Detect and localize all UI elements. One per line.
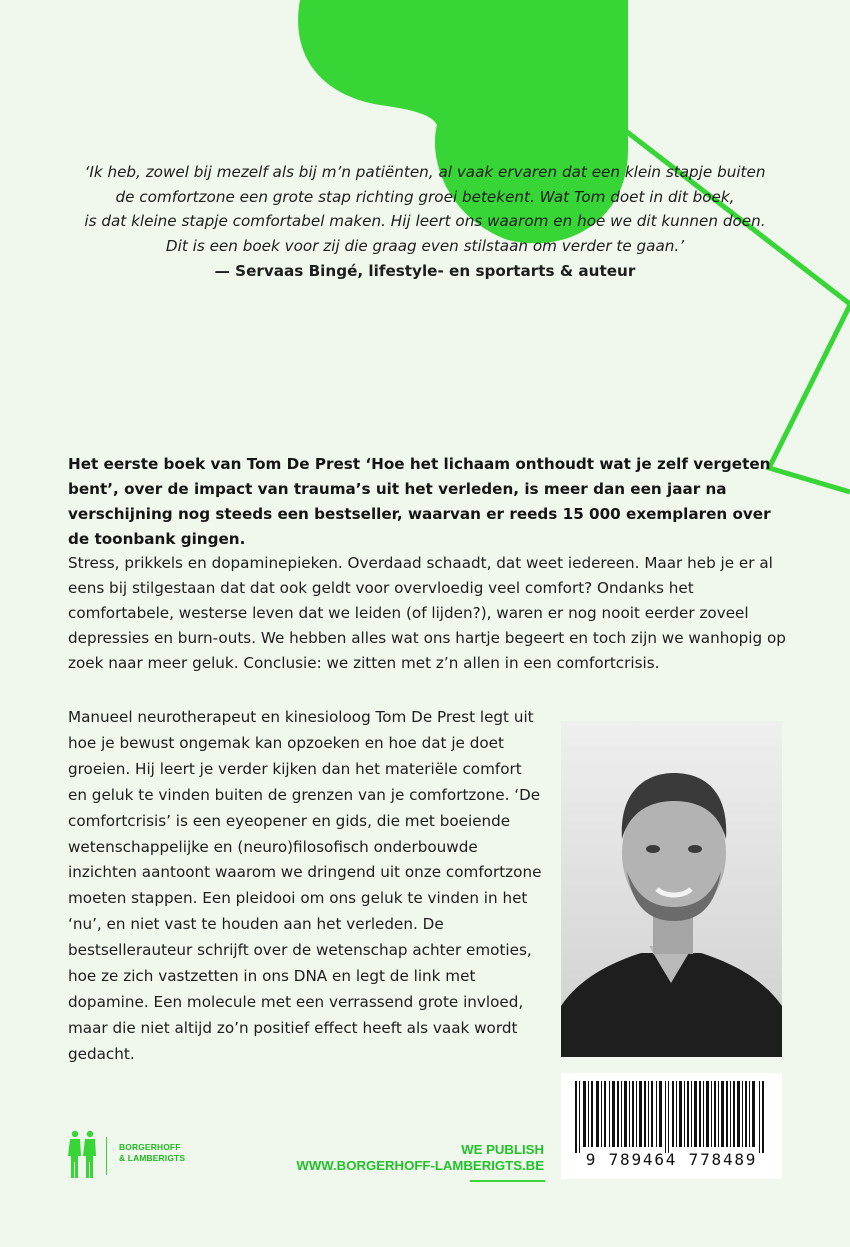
publisher-tagline: WE PUBLISH bbox=[461, 1142, 544, 1157]
body-paragraph: Stress, prikkels en dopaminepieken. Overdaad schaadt, dat weet iedereen. Maar heb je er al eens bij stilgestaan dat dat ook geldt voor overvloedig veel comfort? Ondanks het comfortabele, westerse leven dat we leiden (of lijden?), waren er nog nooit eerder zoveel depressies en burn-outs. We hebben alles wat ons hartje begeert en toch zijn we wanhopig op zoek naar meer geluk. Conclusie: we zitten met z’n allen in een comfortcrisis. bbox=[68, 554, 786, 672]
quote-attribution: — Servaas Bingé, lifestyle- en sportarts & auteur bbox=[214, 262, 636, 280]
quote-line: Dit is een boek voor zij die graag even stilstaan om verder te gaan.’ bbox=[165, 236, 685, 255]
author-paragraph: Manueel neurotherapeut en kinesioloog Tom De Prest legt uit hoe je bewust ongemak kan opzoeken en hoe dat je doet groeien. Hij leert je verder kijken dan het materiële comfort en geluk te vinden buiten de grenzen van je comfortzone. ‘De comfortcrisis’ is een eyeopener en gids, die met boeiende wetenschappelijke en (neuro)filosofisch onderbouwde inzichten aantoont waarom we dringend uit onze comfortzone moeten stappen. Een pleidooi om ons geluk te vinden in het ‘nu’, en niet vast te houden aan het verleden. De bestsellerauteur schrijft over de wetenschap achter emoties, hoe ze zich vastzetten in ons DNA en legt de link met dopamine. Een molecule met een verrassend grote invloed, maar die niet altijd zo’n positief effect heeft als vaak wordt gedacht. bbox=[68, 708, 542, 1063]
intro-paragraph: Het eerste boek van Tom De Prest ‘Hoe het lichaam onthoudt wat je zelf vergeten bent’, over de impact van trauma’s uit het verleden, is meer dan een jaar na verschijning nog steeds een bestseller, waarvan er reeds 15 000 exemplaren over de toonbank gingen. bbox=[68, 455, 771, 548]
quote-line: de comfortzone een grote stap richting groei betekent. Wat Tom doet in dit boek, bbox=[115, 187, 735, 206]
logo-divider bbox=[106, 1137, 107, 1175]
author-portrait-illustration bbox=[561, 721, 782, 1057]
endorsement-quote bbox=[60, 160, 790, 284]
quote-line: ‘Ik heb, zowel bij mezelf als bij m’n patiënten, al vaak ervaren dat een klein stapje buiten bbox=[84, 163, 766, 181]
publisher-name-line1: BORGERHOFF bbox=[119, 1142, 181, 1152]
author-photo bbox=[561, 721, 782, 1057]
website-underline bbox=[470, 1180, 545, 1182]
publisher-website-link[interactable]: WWW.BORGERHOFF-LAMBERIGTS.BE bbox=[296, 1158, 544, 1173]
isbn-barcode bbox=[561, 1073, 782, 1179]
publisher-info bbox=[296, 1142, 544, 1174]
publisher-name bbox=[119, 1142, 185, 1164]
publisher-name-line2: & LAMBERIGTS bbox=[119, 1153, 186, 1163]
isbn-number: 9 789464 778489 bbox=[585, 1150, 758, 1169]
quote-line: is dat kleine stapje comfortabel maken. Hij leert ons waarom en hoe we dit kunnen doen. bbox=[84, 212, 766, 230]
